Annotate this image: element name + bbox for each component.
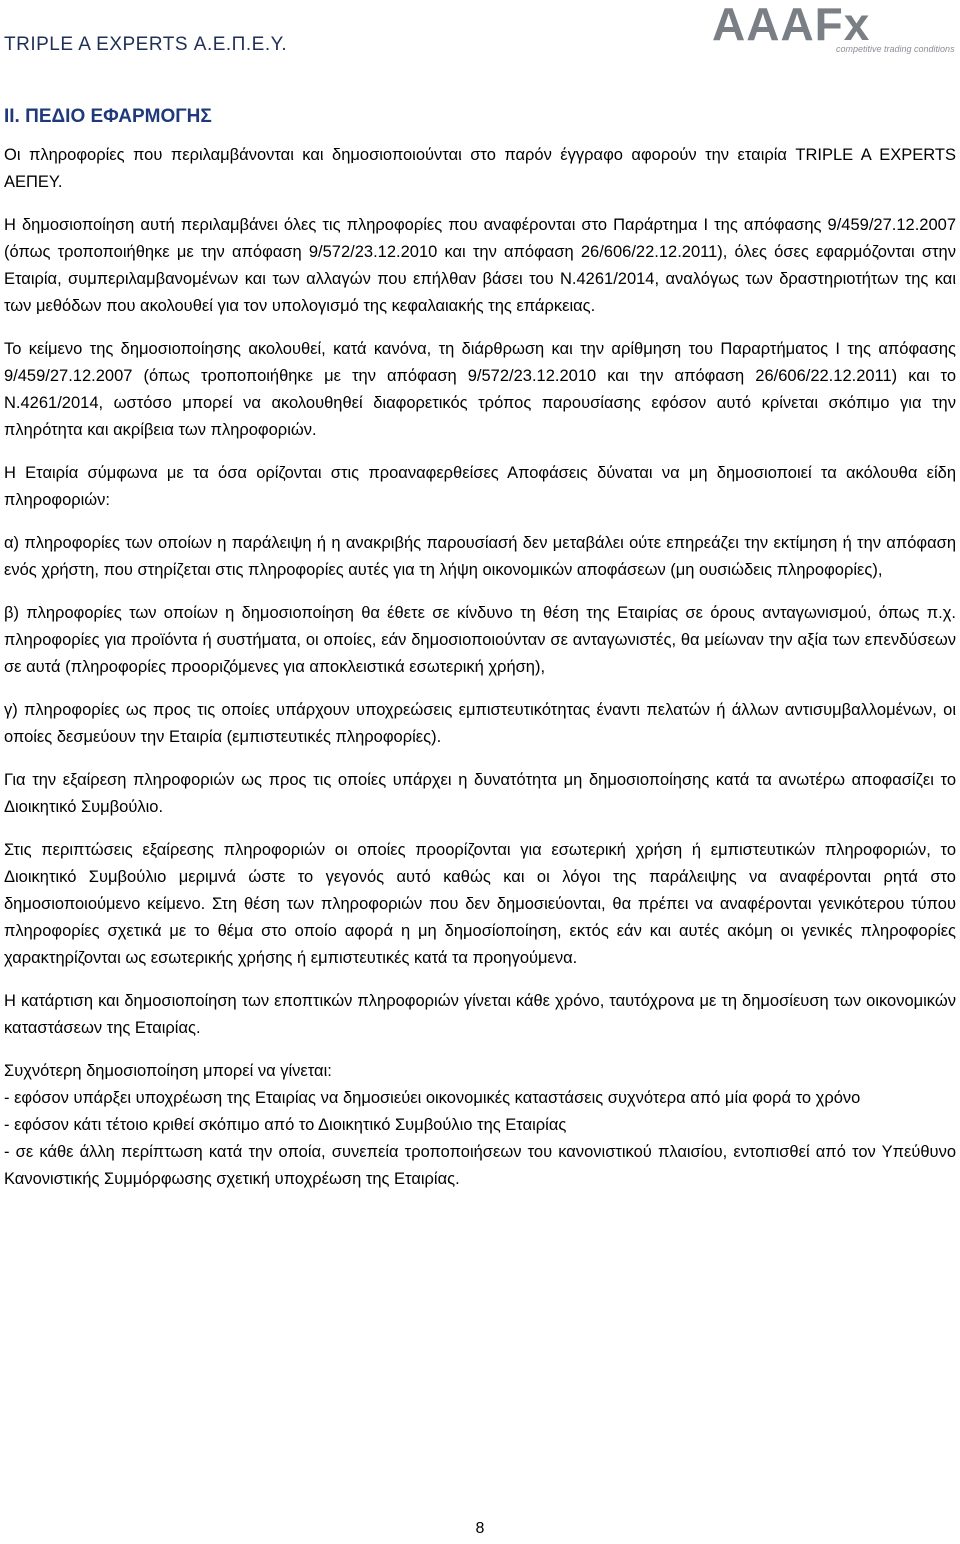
paragraph-more-frequent-intro: Συχνότερη δημοσιοποίηση μπορεί να γίνεται:	[4, 1062, 332, 1080]
page-number: 8	[475, 1520, 485, 1537]
paragraph-exclusion-cases: Στις περιπτώσεις εξαίρεσης πληροφοριών οι οποίες προορίζονται για εσωτερική χρήση ή εμπιστευτικών πληροφοριών, το Διοικητικό Συμβούλιο μεριμνά ώστε το γεγονός αυτό καθώς και οι λόγοι της παράλειψης να αναφέρονται ρητά στο δημοσιοποιούμενο κείμενο. Στη θέση των πληροφοριών που δεν δημοσιεύονται, θα πρέπει να αναφέρονται γενικότερου τύπου πληροφορίες σχετικά με το θέμα στο οποίο αφορά η μη δημοσίοποίηση, εκτός εάν και αυτές ακόμη οι γενικές πληροφορίες χαρακτηρίζονται ως εσωτερικής χρήσης ή εμπιστευτικές κατά τα προηγούμενα.	[4, 841, 956, 967]
logo-tagline: competitive trading conditions	[836, 44, 955, 54]
paragraph-item-c: γ) πληροφορίες ως προς τις οποίες υπάρχουν υποχρεώσεις εμπιστευτικότητας έναντι πελατών ή άλλων αντισυμβαλλομένων, οι οποίες δεσμεύουν την Εταιρία (εμπιστευτικές πληροφορίες).	[4, 701, 956, 746]
header-company-name: TRIPLE A EXPERTS Α.Ε.Π.Ε.Υ.	[4, 34, 288, 55]
paragraph-disclosure-contents: Η δημοσιοποίηση αυτή περιλαμβάνει όλες τις πληροφορίες που αναφέρονται στο Παράρτημα Ι της απόφασης 9/459/27.12.2007 (όπως τροποποιήθηκε με την απόφαση 9/572/23.12.2010 και την απόφαση 26/606/22.12.2011), όλες όσες εφαρμόζονται στην Εταιρία, συμπεριλαμβανομένων και των αλλαγών που επήλθαν βάσει του Ν.4261/2014, αναλόγως των δραστηριοτήτων της και των μεθόδων που ακολουθεί για τον υπολογισμό της κεφαλαιακής της επάρκειας.	[4, 216, 956, 315]
list-item: - σε κάθε άλλη περίπτωση κατά την οποία, συνεπεία τροποποιήσεων του κανονιστικού πλαισίου, εντοπισθεί από τον Υπεύθυνο Κανονιστικής Συμμόρφωσης σχετική υποχρέωση της Εταιρίας.	[4, 1143, 956, 1188]
paragraph-structure: Το κείμενο της δημοσιοποίησης ακολουθεί, κατά κανόνα, τη διάρθρωση και την αρίθμηση του Παραρτήματος Ι της απόφασης 9/459/27.12.2007 (όπως τροποποιήθηκε με την απόφαση 9/572/23.12.2010 και την απόφαση 26/606/22.12.2011) και το Ν.4261/2014, ωστόσο μπορεί να ακολουθηθεί διαφορετικός τρόπος παρουσίασης εφόσον αυτό κρίνεται σκόπιμο για την πληρότητα και ακρίβεια των πληροφοριών.	[4, 340, 956, 439]
company-logo	[710, 0, 956, 56]
list-item: - εφόσον κάτι τέτοιο κριθεί σκόπιμο από το Διοικητικό Συμβούλιο της Εταιρίας	[4, 1116, 567, 1134]
paragraph-frequency: Η κατάρτιση και δημοσιοποίηση των εποπτικών πληροφοριών γίνεται κάθε χρόνο, ταυτόχρονα με τη δημοσίευση των οικονομικών καταστάσεων της Εταιρίας.	[4, 992, 956, 1037]
logo-text: AAAFx	[712, 0, 871, 50]
list-item: - εφόσον υπάρξει υποχρέωση της Εταιρίας να δημοσιεύει οικονομικές καταστάσεις συχνότερα από μία φορά το χρόνο	[4, 1089, 861, 1107]
paragraph-item-b: β) πληροφορίες των οποίων η δημοσιοποίηση θα έθετε σε κίνδυνο τη θέση της Εταιρίας σε όρους ανταγωνισμού, όπως π.χ. πληροφορίες για προϊόντα ή συστήματα, οι οποίες, εάν δημοσιοποιούνταν σε ανταγωνιστές, θα μείωναν την αξία των επενδύσεων σε αυτά (πληροφορίες προοριζόμενες για αποκλειστικά εσωτερική χρήση),	[4, 604, 956, 676]
document-body	[4, 102, 956, 1193]
paragraph-item-a: α) πληροφορίες των οποίων η παράλειψη ή η ανακριβής παρουσίασή δεν μεταβάλει ούτε επηρεάζει την εκτίμηση ή την απόφαση ενός χρήστη, που στηρίζεται στις πληροφορίες αυτές για τη λήψη οικονομικών αποφάσεων (μη ουσιώδεις πληροφορίες),	[4, 534, 956, 579]
paragraph-non-disclosure-intro: Η Εταιρία σύμφωνα με τα όσα ορίζονται στις προαναφερθείσες Αποφάσεις δύναται να μη δημοσιοποιεί τα ακόλουθα είδη πληροφοριών:	[4, 464, 956, 509]
paragraph-board-decision: Για την εξαίρεση πληροφοριών ως προς τις οποίες υπάρχει η δυνατότητα μη δημοσιοποίησης κατά τα ανωτέρω αποφασίζει το Διοικητικό Συμβούλιο.	[4, 771, 956, 816]
paragraph-scope: Οι πληροφορίες που περιλαμβάνονται και δημοσιοποιούνται στο παρόν έγγραφο αφορούν την εταιρία TRIPLE A EXPERTS ΑΕΠΕΥ.	[4, 146, 956, 191]
section-title: ΙΙ. ΠΕΔΙΟ ΕΦΑΡΜΟΓΗΣ	[4, 106, 212, 127]
